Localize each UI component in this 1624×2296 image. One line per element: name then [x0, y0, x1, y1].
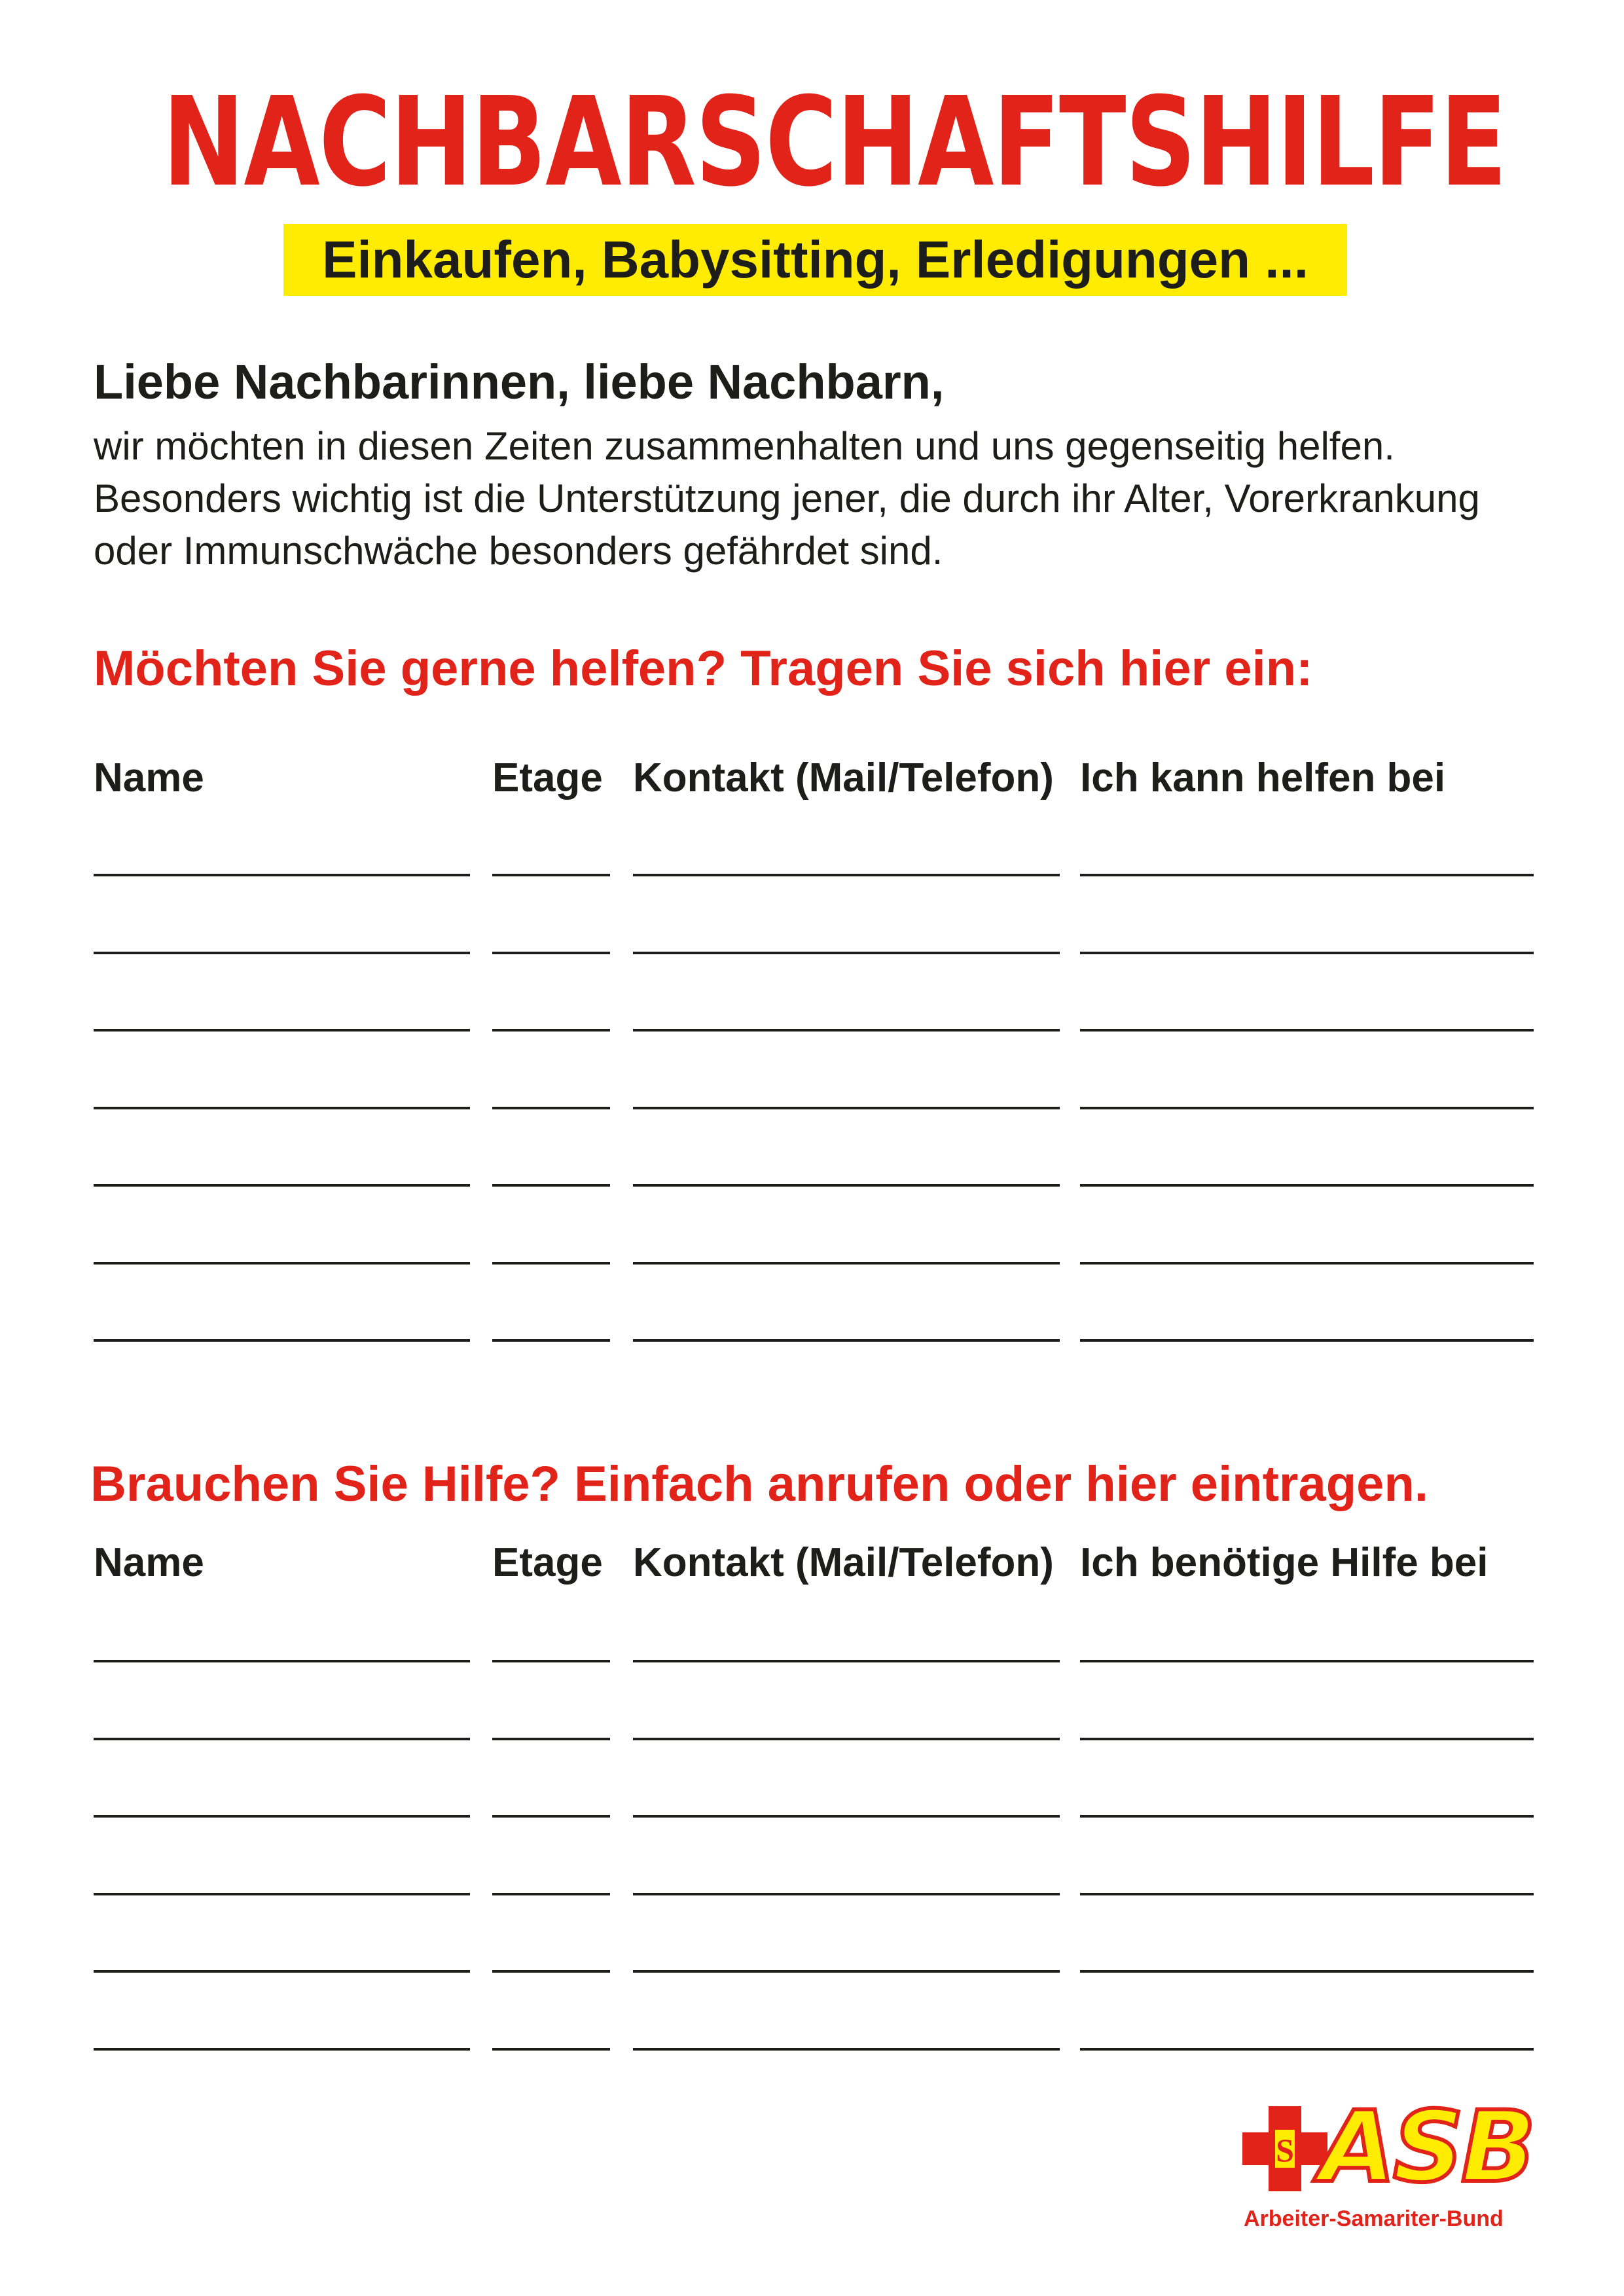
offer-floor-line[interactable] — [492, 1262, 610, 1265]
intro-line: oder Immunschwäche besonders gefährdet sind. — [94, 529, 943, 573]
need-column-contact: Kontakt (Mail/Telefon) — [633, 1540, 1054, 1585]
need-floor-line[interactable] — [492, 1660, 610, 1662]
need-help-line[interactable] — [1080, 2048, 1534, 2051]
need-contact-line[interactable] — [633, 2048, 1060, 2051]
need-contact-line[interactable] — [633, 1660, 1060, 1662]
logo-text: ASB — [1320, 2090, 1534, 2204]
offer-section-title: Möchten Sie gerne helfen? Tragen Sie sich hier ein: — [94, 641, 1313, 696]
greeting: Liebe Nachbarinnen, liebe Nachbarn, — [94, 355, 945, 409]
offer-contact-line[interactable] — [633, 1262, 1060, 1265]
offer-floor-line[interactable] — [492, 1184, 610, 1187]
need-help-line[interactable] — [1080, 1815, 1534, 1818]
need-floor-line[interactable] — [492, 1893, 610, 1895]
offer-name-line[interactable] — [94, 1339, 470, 1342]
offer-name-line[interactable] — [94, 874, 470, 876]
need-name-line[interactable] — [94, 2048, 470, 2051]
need-name-line[interactable] — [94, 1815, 470, 1818]
offer-floor-line[interactable] — [492, 1029, 610, 1031]
need-name-line[interactable] — [94, 1970, 470, 1973]
need-help-line[interactable] — [1080, 1970, 1534, 1973]
offer-column-floor: Etage — [492, 755, 603, 800]
need-contact-line[interactable] — [633, 1815, 1060, 1818]
need-floor-line[interactable] — [492, 1815, 610, 1818]
logo-subtitle: Arbeiter-Samariter-Bund — [1244, 2206, 1504, 2231]
need-column-help: Ich benötige Hilfe bei — [1080, 1540, 1489, 1585]
offer-help-line[interactable] — [1080, 1107, 1534, 1109]
subtitle-banner: Einkaufen, Babysitting, Erledigungen ... — [283, 224, 1347, 296]
need-section-title: Brauchen Sie Hilfe? Einfach anrufen oder hier eintragen. — [90, 1456, 1428, 1512]
need-floor-line[interactable] — [492, 2048, 610, 2051]
offer-name-line[interactable] — [94, 1262, 470, 1265]
intro-line: Besonders wichtig ist die Unterstützung jener, die durch ihr Alter, Vorerkrankung — [94, 476, 1480, 520]
offer-contact-line[interactable] — [633, 952, 1060, 954]
need-help-line[interactable] — [1080, 1738, 1534, 1740]
need-contact-line[interactable] — [633, 1738, 1060, 1740]
offer-floor-line[interactable] — [492, 952, 610, 954]
need-floor-line[interactable] — [492, 1970, 610, 1973]
need-name-line[interactable] — [94, 1893, 470, 1895]
need-name-line[interactable] — [94, 1660, 470, 1662]
cross-icon — [1242, 2106, 1327, 2191]
offer-column-name: Name — [94, 755, 204, 800]
offer-name-line[interactable] — [94, 1029, 470, 1031]
offer-contact-line[interactable] — [633, 874, 1060, 876]
offer-help-line[interactable] — [1080, 1262, 1534, 1265]
offer-name-line[interactable] — [94, 1184, 470, 1187]
need-contact-line[interactable] — [633, 1970, 1060, 1973]
offer-help-line[interactable] — [1080, 874, 1534, 876]
offer-floor-line[interactable] — [492, 1339, 610, 1342]
offer-contact-line[interactable] — [633, 1339, 1060, 1342]
need-help-line[interactable] — [1080, 1893, 1534, 1895]
offer-contact-line[interactable] — [633, 1184, 1060, 1187]
cross-letter: S — [1276, 2132, 1294, 2168]
need-contact-line[interactable] — [633, 1893, 1060, 1895]
offer-help-line[interactable] — [1080, 1339, 1534, 1342]
offer-help-line[interactable] — [1080, 1029, 1534, 1031]
need-column-floor: Etage — [492, 1540, 603, 1585]
offer-contact-line[interactable] — [633, 1029, 1060, 1031]
asb-logo — [1242, 2090, 1534, 2237]
offer-help-line[interactable] — [1080, 1184, 1534, 1187]
need-help-line[interactable] — [1080, 1660, 1534, 1662]
offer-name-line[interactable] — [94, 1107, 470, 1109]
offer-floor-line[interactable] — [492, 874, 610, 876]
offer-help-line[interactable] — [1080, 952, 1534, 954]
offer-column-contact: Kontakt (Mail/Telefon) — [633, 755, 1054, 800]
offer-contact-line[interactable] — [633, 1107, 1060, 1109]
offer-name-line[interactable] — [94, 952, 470, 954]
offer-floor-line[interactable] — [492, 1107, 610, 1109]
intro-paragraph — [94, 420, 1560, 577]
need-name-line[interactable] — [94, 1738, 470, 1740]
need-floor-line[interactable] — [492, 1738, 610, 1740]
intro-line: wir möchten in diesen Zeiten zusammenhalten und uns gegenseitig helfen. — [94, 424, 1395, 468]
page-title: NACHBARSCHAFTSHILFE — [162, 71, 1506, 214]
offer-column-help: Ich kann helfen bei — [1080, 755, 1446, 800]
need-column-name: Name — [94, 1540, 204, 1585]
